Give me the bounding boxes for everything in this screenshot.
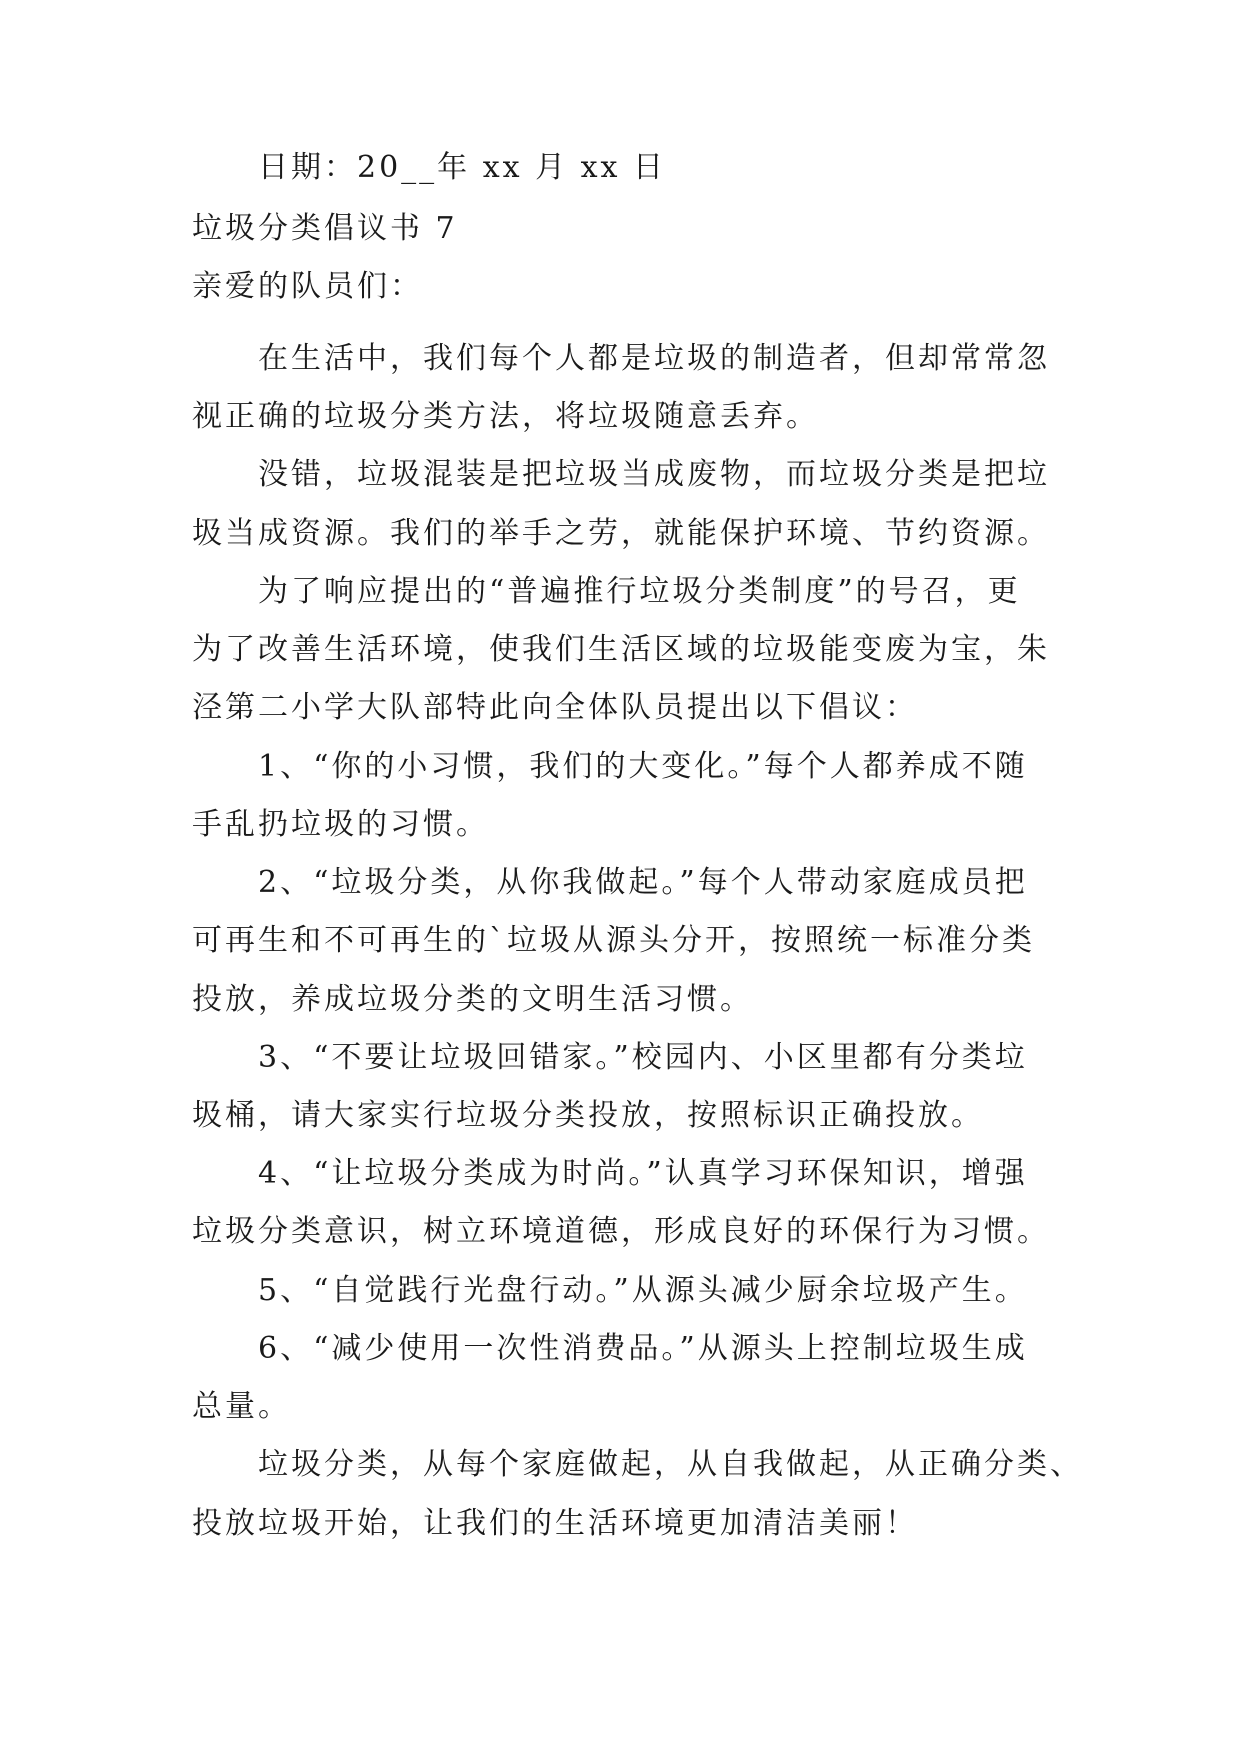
paragraph-line: 没错，垃圾混装是把垃圾当成废物，而垃圾分类是把垃 xyxy=(258,457,1050,492)
salutation: 亲爱的队员们： xyxy=(192,269,423,304)
paragraph-line: 垃圾分类，从每个家庭做起，从自我做起，从正确分类、 xyxy=(258,1447,1083,1482)
list-item-line: 5、“自觉践行光盘行动。”从源头减少厨余垃圾产生。 xyxy=(258,1273,1028,1308)
paragraph-line: 为了响应提出的“普遍推行垃圾分类制度”的号召，更 xyxy=(258,574,1021,609)
list-item-line: 手乱扔垃圾的习惯。 xyxy=(192,807,489,842)
list-item-line: 总量。 xyxy=(192,1389,291,1424)
date-line: 日期：20__年 xx 月 xx 日 xyxy=(258,150,666,185)
list-item-line: 可再生和不可再生的`垃圾从源头分开，按照统一标准分类 xyxy=(192,923,1035,958)
paragraph-line: 在生活中，我们每个人都是垃圾的制造者，但却常常忽 xyxy=(258,341,1050,376)
document-title: 垃圾分类倡议书 7 xyxy=(192,211,458,246)
list-item-line: 4、“让垃圾分类成为时尚。”认真学习环保知识，增强 xyxy=(258,1156,1028,1191)
paragraph-line: 视正确的垃圾分类方法，将垃圾随意丢弃。 xyxy=(192,399,819,434)
paragraph-line: 为了改善生活环境，使我们生活区域的垃圾能变废为宝，朱 xyxy=(192,632,1050,667)
list-item-line: 垃圾分类意识，树立环境道德，形成良好的环保行为习惯。 xyxy=(192,1214,1050,1249)
list-item-line: 投放，养成垃圾分类的文明生活习惯。 xyxy=(192,982,753,1017)
list-item-line: 6、“减少使用一次性消费品。”从源头上控制垃圾生成 xyxy=(258,1331,1028,1366)
list-item-line: 3、“不要让垃圾回错家。”校园内、小区里都有分类垃 xyxy=(258,1040,1028,1075)
paragraph-line: 泾第二小学大队部特此向全体队员提出以下倡议： xyxy=(192,690,918,725)
paragraph-line: 投放垃圾开始，让我们的生活环境更加清洁美丽！ xyxy=(192,1506,918,1541)
paragraph-line: 圾当成资源。我们的举手之劳，就能保护环境、节约资源。 xyxy=(192,516,1050,551)
list-item-line: 圾桶，请大家实行垃圾分类投放，按照标识正确投放。 xyxy=(192,1098,984,1133)
list-item-line: 1、“你的小习惯，我们的大变化。”每个人都养成不随 xyxy=(258,749,1028,784)
list-item-line: 2、“垃圾分类，从你我做起。”每个人带动家庭成员把 xyxy=(258,865,1028,900)
